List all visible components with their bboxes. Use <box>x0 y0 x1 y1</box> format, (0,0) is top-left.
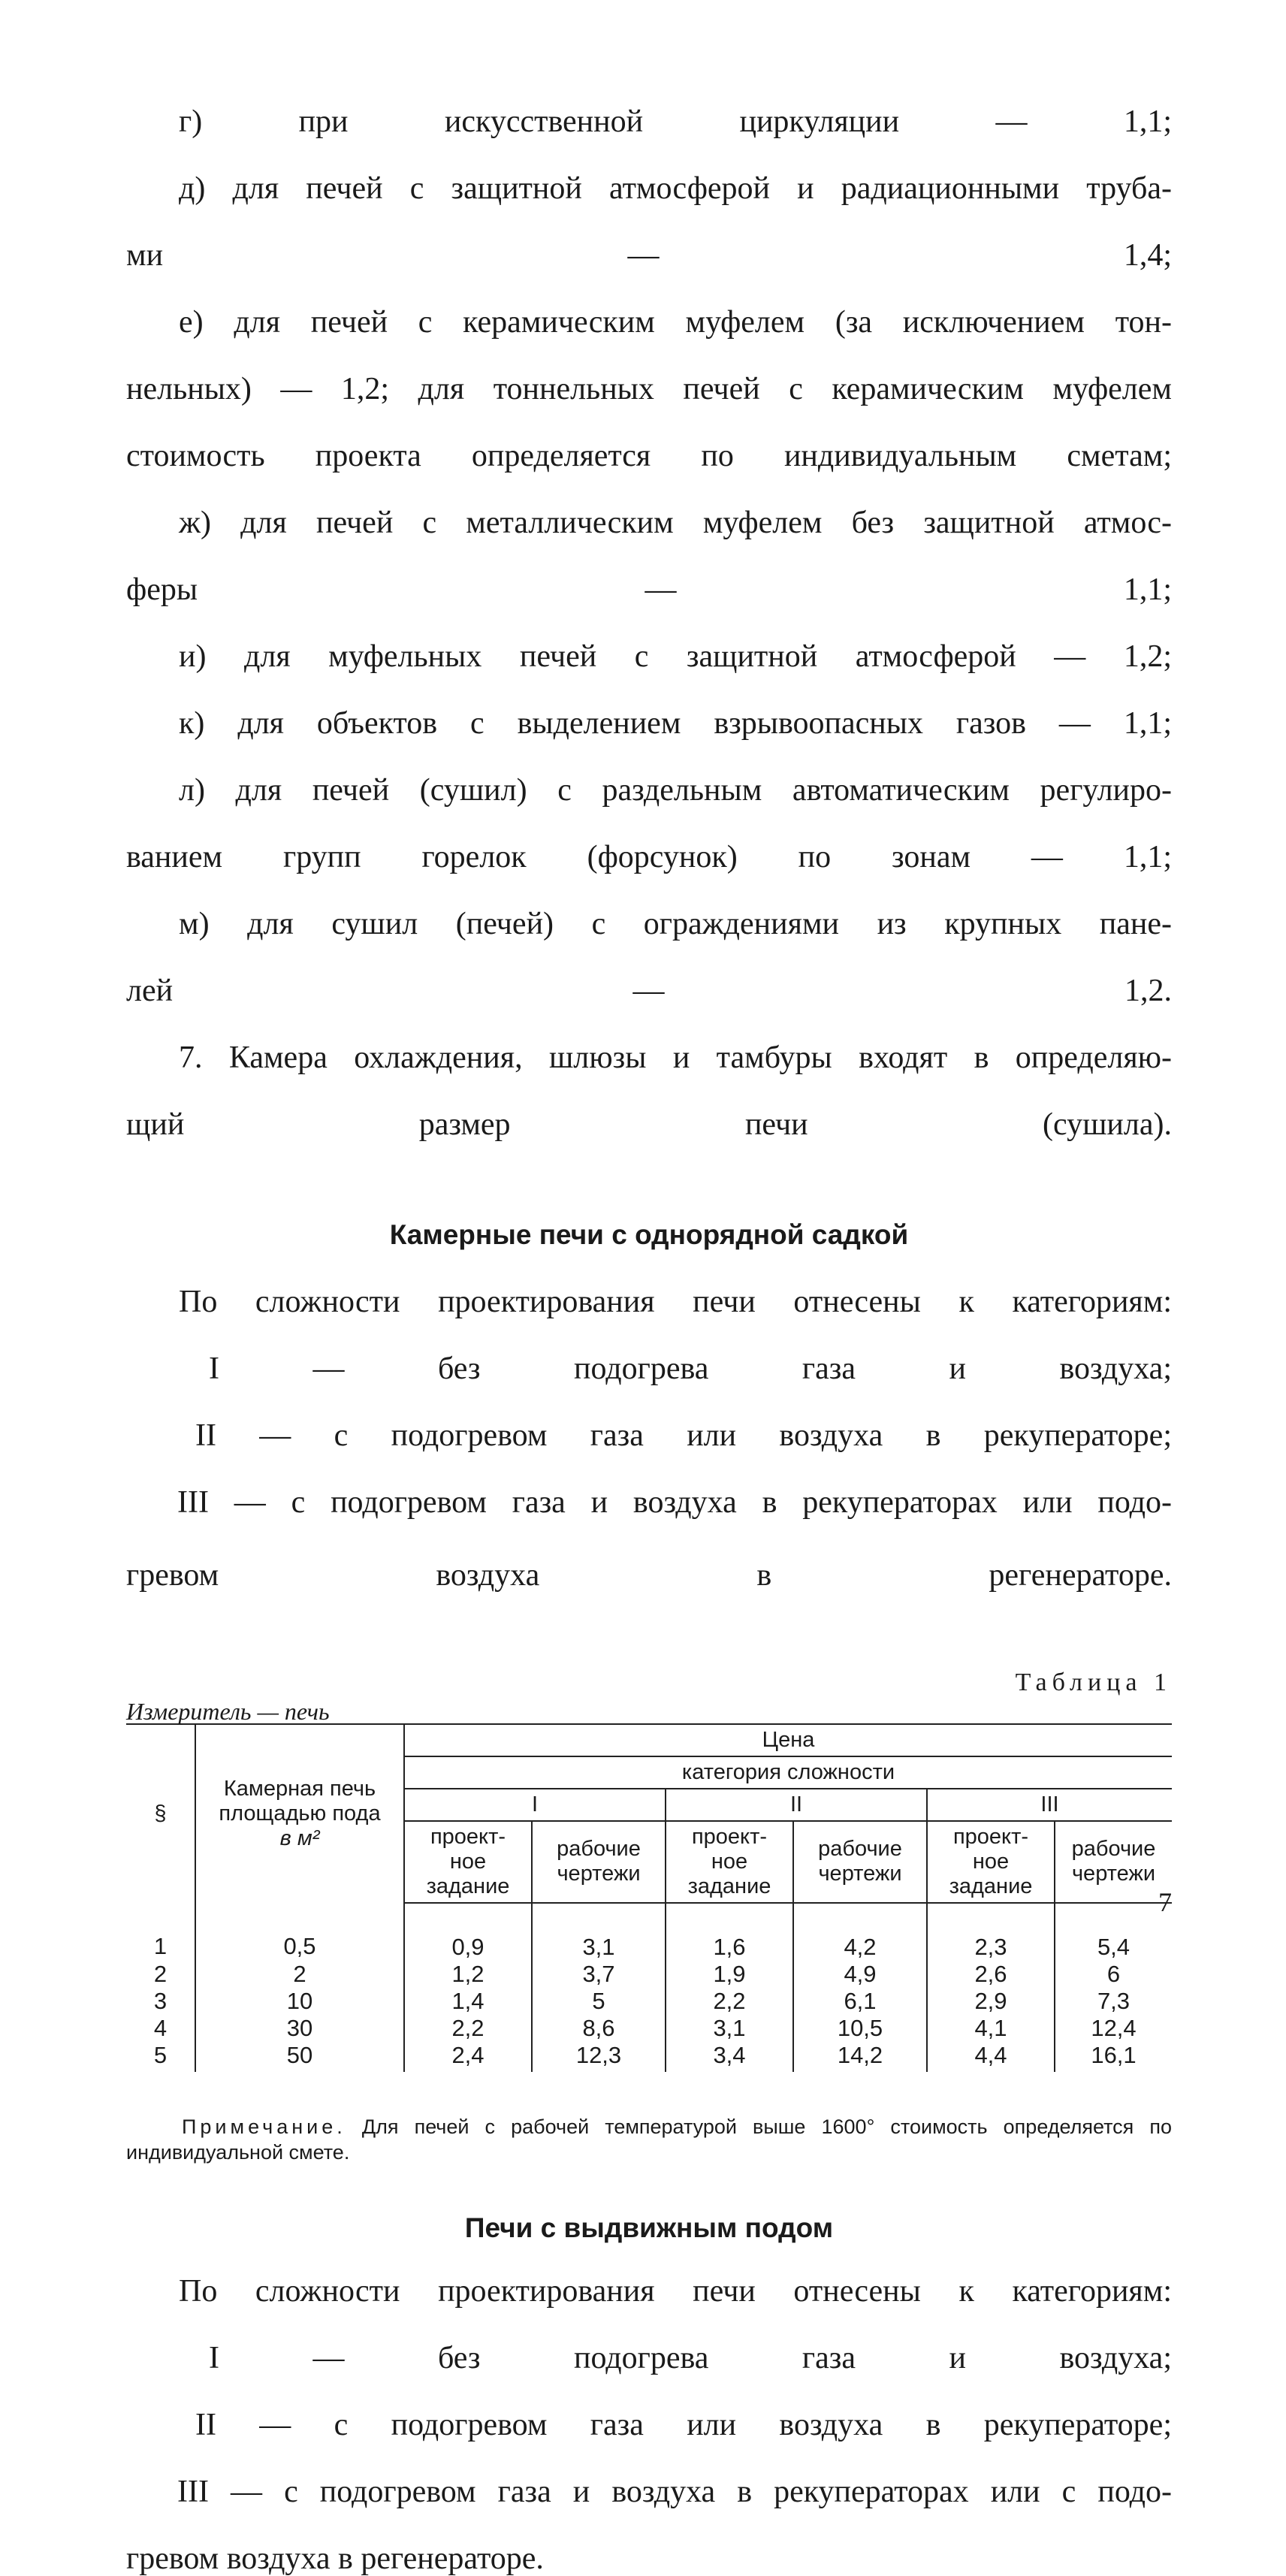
cell: 30 <box>195 2015 404 2042</box>
cell: 12,3 <box>532 2042 666 2072</box>
cell: 4,1 <box>927 2015 1055 2042</box>
cell: 10 <box>195 1988 404 2015</box>
header-category-2: II <box>666 1789 927 1821</box>
header-category: категория сложности <box>404 1756 1172 1789</box>
cell: 4,4 <box>927 2042 1055 2072</box>
cell: 2,9 <box>927 1988 1055 2015</box>
item-l-line1: л) для печей (сушил) с раздельным автоматическим регулиро- <box>179 773 1172 808</box>
header-price: Цена <box>404 1724 1172 1756</box>
item-zh-line1: ж) для печей с металлическим муфелем без защитной атмос- <box>179 506 1172 540</box>
cell: 2 <box>153 1960 168 1987</box>
header-category-3: III <box>927 1789 1172 1821</box>
table-row <box>126 1988 1172 2015</box>
table-row <box>126 2042 1172 2072</box>
section1-category-3-line1: III — с подогревом газа и воздуха в рекуператорах или подо- <box>177 1484 1172 1520</box>
item-e-line2: нельных) — 1,2; для тоннельных печей с керамическим муфелем <box>126 372 1172 406</box>
section2-category-3-line2: гревом воздуха в регенераторе. <box>126 2541 544 2576</box>
cell: 4,9 <box>793 1961 927 1988</box>
cell: 1,9 <box>666 1961 793 1988</box>
cell: 12,4 <box>1055 2015 1172 2042</box>
cell: 2,4 <box>404 2042 532 2072</box>
cell: 0,5 <box>195 1903 404 1961</box>
item-zh-line2: феры — 1,1; <box>126 572 1172 607</box>
header-furnace-line3: в м² <box>279 1826 320 1850</box>
cell: 7,3 <box>1055 1988 1172 2015</box>
header-furnace-line2: площадью пода <box>219 1801 381 1826</box>
price-table <box>126 1723 1172 2072</box>
cell: 50 <box>195 2042 404 2072</box>
header-furnace-area <box>195 1724 404 1903</box>
item-7-line2: щий размер печи (сушила). <box>126 1107 1172 1142</box>
cell: 6,1 <box>793 1988 927 2015</box>
item-l-line2: ванием групп горелок (форсунок) по зонам — 1,1; <box>126 840 1172 874</box>
cell: 16,1 <box>1055 2042 1172 2072</box>
cell: 14,2 <box>793 2042 927 2072</box>
cell: 1,6 <box>666 1903 793 1961</box>
header-drawings-1: рабочие чертежи <box>532 1821 666 1903</box>
item-7-line1: 7. Камера охлаждения, шлюзы и тамбуры входят в определяю- <box>179 1040 1172 1075</box>
section2-intro: По сложности проектирования печи отнесены к категориям: <box>179 2274 1172 2309</box>
cell: 3,7 <box>532 1961 666 1988</box>
cell: 3,1 <box>532 1903 666 1961</box>
section2-category-2: II — с подогревом газа или воздуха в рекуператоре; <box>195 2408 1172 2442</box>
header-category-1: I <box>404 1789 666 1821</box>
header-drawings-3: рабочие чертежи <box>1055 1821 1172 1903</box>
section1-category-3-line2: гревом воздуха в регенераторе. <box>126 1557 1172 1593</box>
section1-category-1: I — без подогрева газа и воздуха; <box>209 1351 1172 1386</box>
page-number: 7 <box>1158 1887 1172 1917</box>
item-k: к) для объектов с выделением взрывоопасных газов — 1,1; <box>179 706 1172 741</box>
table-caption <box>126 1666 1172 1725</box>
table-label: Таблица 1 <box>1015 1668 1172 1696</box>
table-row <box>126 1961 1172 1988</box>
table-row <box>126 2015 1172 2042</box>
item-g: г) при искусственной циркуляции — 1,1; <box>179 104 1172 139</box>
cell: 2,3 <box>927 1903 1055 1961</box>
section1-intro: По сложности проектирования печи отнесены к категориям: <box>179 1284 1172 1319</box>
section2-category-3-line1: III — с подогревом газа и воздуха в рекуператорах или с подо- <box>177 2475 1172 2509</box>
header-furnace-line1: Камерная печь <box>223 1776 376 1801</box>
cell: 10,5 <box>793 2015 927 2042</box>
item-e-line1: е) для печей с керамическим муфелем (за исключением тон- <box>179 305 1172 340</box>
cell: 2,2 <box>404 2015 532 2042</box>
cell: 5,4 <box>1055 1903 1172 1961</box>
document-page <box>126 105 1172 2576</box>
cell: 1 <box>153 1933 168 1959</box>
cell: 5 <box>153 2041 168 2068</box>
cell: 3,1 <box>666 2015 793 2042</box>
cell: 3,4 <box>666 2042 793 2072</box>
cell: 8,6 <box>532 2015 666 2042</box>
section-heading-chamber-furnaces: Камерные печи с однорядной садкой <box>389 1219 909 1250</box>
cell: 0,9 <box>404 1903 532 1961</box>
section2-category-1: I — без подогрева газа и воздуха; <box>209 2341 1172 2375</box>
cell: 5 <box>532 1988 666 2015</box>
item-m-line1: м) для сушил (печей) с ограждениями из крупных пане- <box>179 907 1172 941</box>
table-row <box>126 1903 1172 1961</box>
note-text: Для печей с рабочей температурой выше 1600° стоимость определяется по индивидуальной смете. <box>126 2115 1172 2164</box>
table-body <box>126 1903 1172 2072</box>
item-d-line2: ми — 1,4; <box>126 238 1172 273</box>
table-measure: Измеритель — печь <box>126 1697 330 1725</box>
cell: 2,6 <box>927 1961 1055 1988</box>
header-design-1: проект- ное задание <box>404 1821 532 1903</box>
cell: 4,2 <box>793 1903 927 1961</box>
section-heading-retractable-hearth: Печи с выдвижным подом <box>464 2212 834 2243</box>
item-d-line1: д) для печей с защитной атмосферой и радиационными труба- <box>179 171 1172 206</box>
cell: 6 <box>1055 1961 1172 1988</box>
cell: 4 <box>153 2014 168 2041</box>
item-i: и) для муфельных печей с защитной атмосферой — 1,2; <box>179 639 1172 674</box>
cell: 3 <box>153 1987 168 2014</box>
cell: 1,2 <box>404 1961 532 1988</box>
header-drawings-2: рабочие чертежи <box>793 1821 927 1903</box>
header-section: § <box>126 1724 195 1903</box>
note-label: Примечание. <box>182 2115 346 2138</box>
header-design-3: проект- ное задание <box>927 1821 1055 1903</box>
cell: 2,2 <box>666 1988 793 2015</box>
table-note <box>126 2114 1172 2165</box>
item-e-line3: стоимость проекта определяется по индивидуальным сметам; <box>126 439 1172 473</box>
item-m-line2: лей — 1,2. <box>126 974 1172 1008</box>
section1-category-2: II — с подогревом газа или воздуха в рекуператоре; <box>195 1418 1172 1453</box>
cell: 1,4 <box>404 1988 532 2015</box>
header-design-2: проект- ное задание <box>666 1821 793 1903</box>
cell: 2 <box>195 1961 404 1988</box>
